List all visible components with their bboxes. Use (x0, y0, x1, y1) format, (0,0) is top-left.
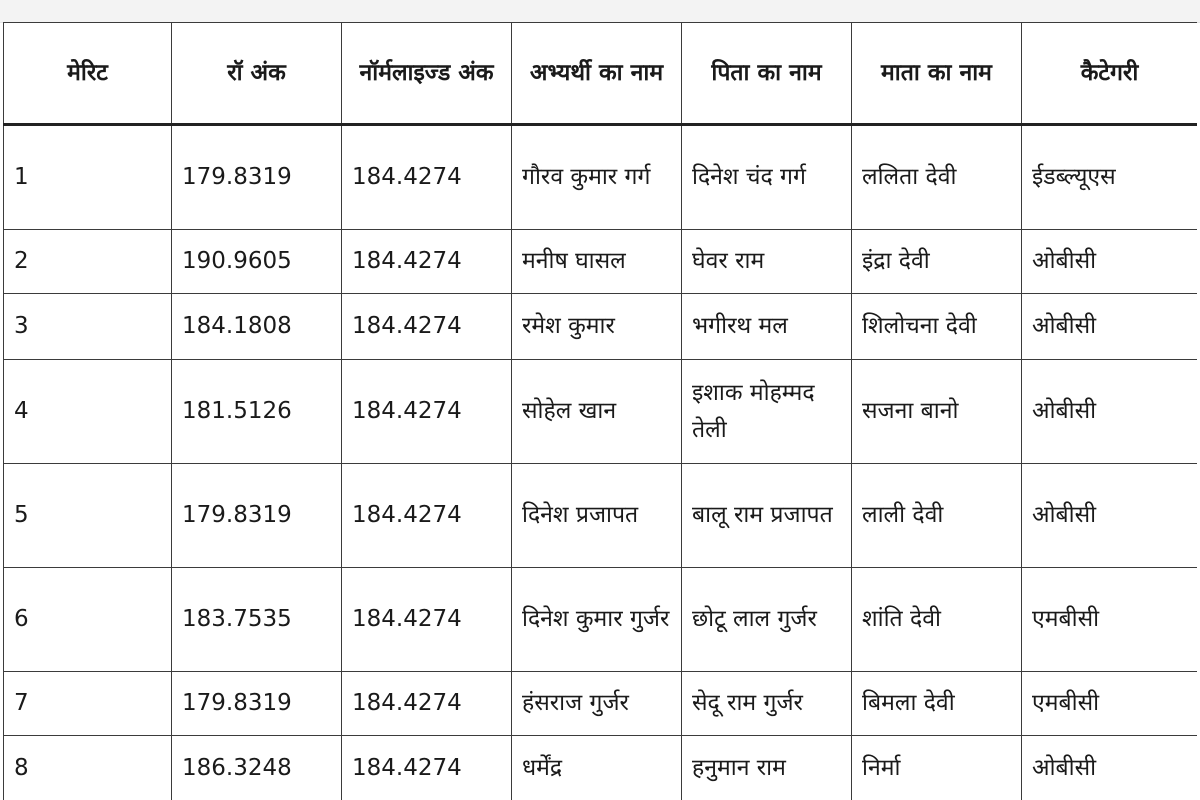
cell-mother-name: शांति देवी (852, 568, 1022, 672)
cell-normalized-marks: 184.4274 (342, 736, 512, 800)
merit-table (3, 22, 1197, 800)
cell-category: ओबीसी (1022, 230, 1198, 294)
cell-candidate-name: धर्मेंद्र (512, 736, 682, 800)
cell-raw-marks: 179.8319 (172, 125, 342, 230)
header-father-name: पिता का नाम (682, 23, 852, 125)
cell-raw-marks: 181.5126 (172, 360, 342, 464)
cell-raw-marks: 183.7535 (172, 568, 342, 672)
top-strip (0, 0, 1200, 23)
cell-candidate-name: सोहेल खान (512, 360, 682, 464)
cell-category: एमबीसी (1022, 672, 1198, 736)
table-row (4, 125, 1198, 230)
cell-normalized-marks: 184.4274 (342, 294, 512, 360)
cell-father-name: बालू राम प्रजापत (682, 464, 852, 568)
cell-candidate-name: दिनेश कुमार गुर्जर (512, 568, 682, 672)
header-normalized-marks: नॉर्मलाइज्ड अंक (342, 23, 512, 125)
cell-candidate-name: गौरव कुमार गर्ग (512, 125, 682, 230)
cell-father-name: हनुमान राम (682, 736, 852, 800)
cell-merit: 5 (4, 464, 172, 568)
table-row (4, 360, 1198, 464)
cell-father-name: सेदू राम गुर्जर (682, 672, 852, 736)
cell-mother-name: लाली देवी (852, 464, 1022, 568)
table-row (4, 464, 1198, 568)
cell-normalized-marks: 184.4274 (342, 464, 512, 568)
cell-mother-name: शिलोचना देवी (852, 294, 1022, 360)
cell-merit: 7 (4, 672, 172, 736)
header-merit: मेरिट (4, 23, 172, 125)
cell-normalized-marks: 184.4274 (342, 672, 512, 736)
cell-mother-name: इंद्रा देवी (852, 230, 1022, 294)
cell-father-name: भगीरथ मल (682, 294, 852, 360)
table-header-row (4, 23, 1198, 125)
cell-normalized-marks: 184.4274 (342, 568, 512, 672)
cell-merit: 8 (4, 736, 172, 800)
cell-mother-name: निर्मा (852, 736, 1022, 800)
cell-category: ईडब्ल्यूएस (1022, 125, 1198, 230)
cell-candidate-name: मनीष घासल (512, 230, 682, 294)
cell-raw-marks: 179.8319 (172, 672, 342, 736)
cell-mother-name: सजना बानो (852, 360, 1022, 464)
cell-raw-marks: 184.1808 (172, 294, 342, 360)
cell-father-name: इशाक मोहम्मद तेली (682, 360, 852, 464)
header-mother-name: माता का नाम (852, 23, 1022, 125)
cell-candidate-name: हंसराज गुर्जर (512, 672, 682, 736)
cell-mother-name: ललिता देवी (852, 125, 1022, 230)
table-row (4, 294, 1198, 360)
table-row (4, 230, 1198, 294)
table-row (4, 736, 1198, 800)
cell-category: एमबीसी (1022, 568, 1198, 672)
cell-normalized-marks: 184.4274 (342, 230, 512, 294)
header-raw-marks: रॉ अंक (172, 23, 342, 125)
cell-merit: 6 (4, 568, 172, 672)
table-row (4, 672, 1198, 736)
cell-raw-marks: 190.9605 (172, 230, 342, 294)
cell-raw-marks: 179.8319 (172, 464, 342, 568)
cell-category: ओबीसी (1022, 736, 1198, 800)
cell-normalized-marks: 184.4274 (342, 360, 512, 464)
cell-category: ओबीसी (1022, 294, 1198, 360)
cell-father-name: घेवर राम (682, 230, 852, 294)
cell-merit: 2 (4, 230, 172, 294)
cell-candidate-name: दिनेश प्रजापत (512, 464, 682, 568)
cell-raw-marks: 186.3248 (172, 736, 342, 800)
cell-category: ओबीसी (1022, 360, 1198, 464)
cell-merit: 3 (4, 294, 172, 360)
cell-merit: 4 (4, 360, 172, 464)
merit-list-document (3, 22, 1197, 800)
cell-category: ओबीसी (1022, 464, 1198, 568)
cell-normalized-marks: 184.4274 (342, 125, 512, 230)
cell-merit: 1 (4, 125, 172, 230)
header-candidate-name: अभ्यर्थी का नाम (512, 23, 682, 125)
table-row (4, 568, 1198, 672)
cell-father-name: दिनेश चंद गर्ग (682, 125, 852, 230)
header-category: कैटेगरी (1022, 23, 1198, 125)
cell-candidate-name: रमेश कुमार (512, 294, 682, 360)
cell-father-name: छोटू लाल गुर्जर (682, 568, 852, 672)
cell-mother-name: बिमला देवी (852, 672, 1022, 736)
